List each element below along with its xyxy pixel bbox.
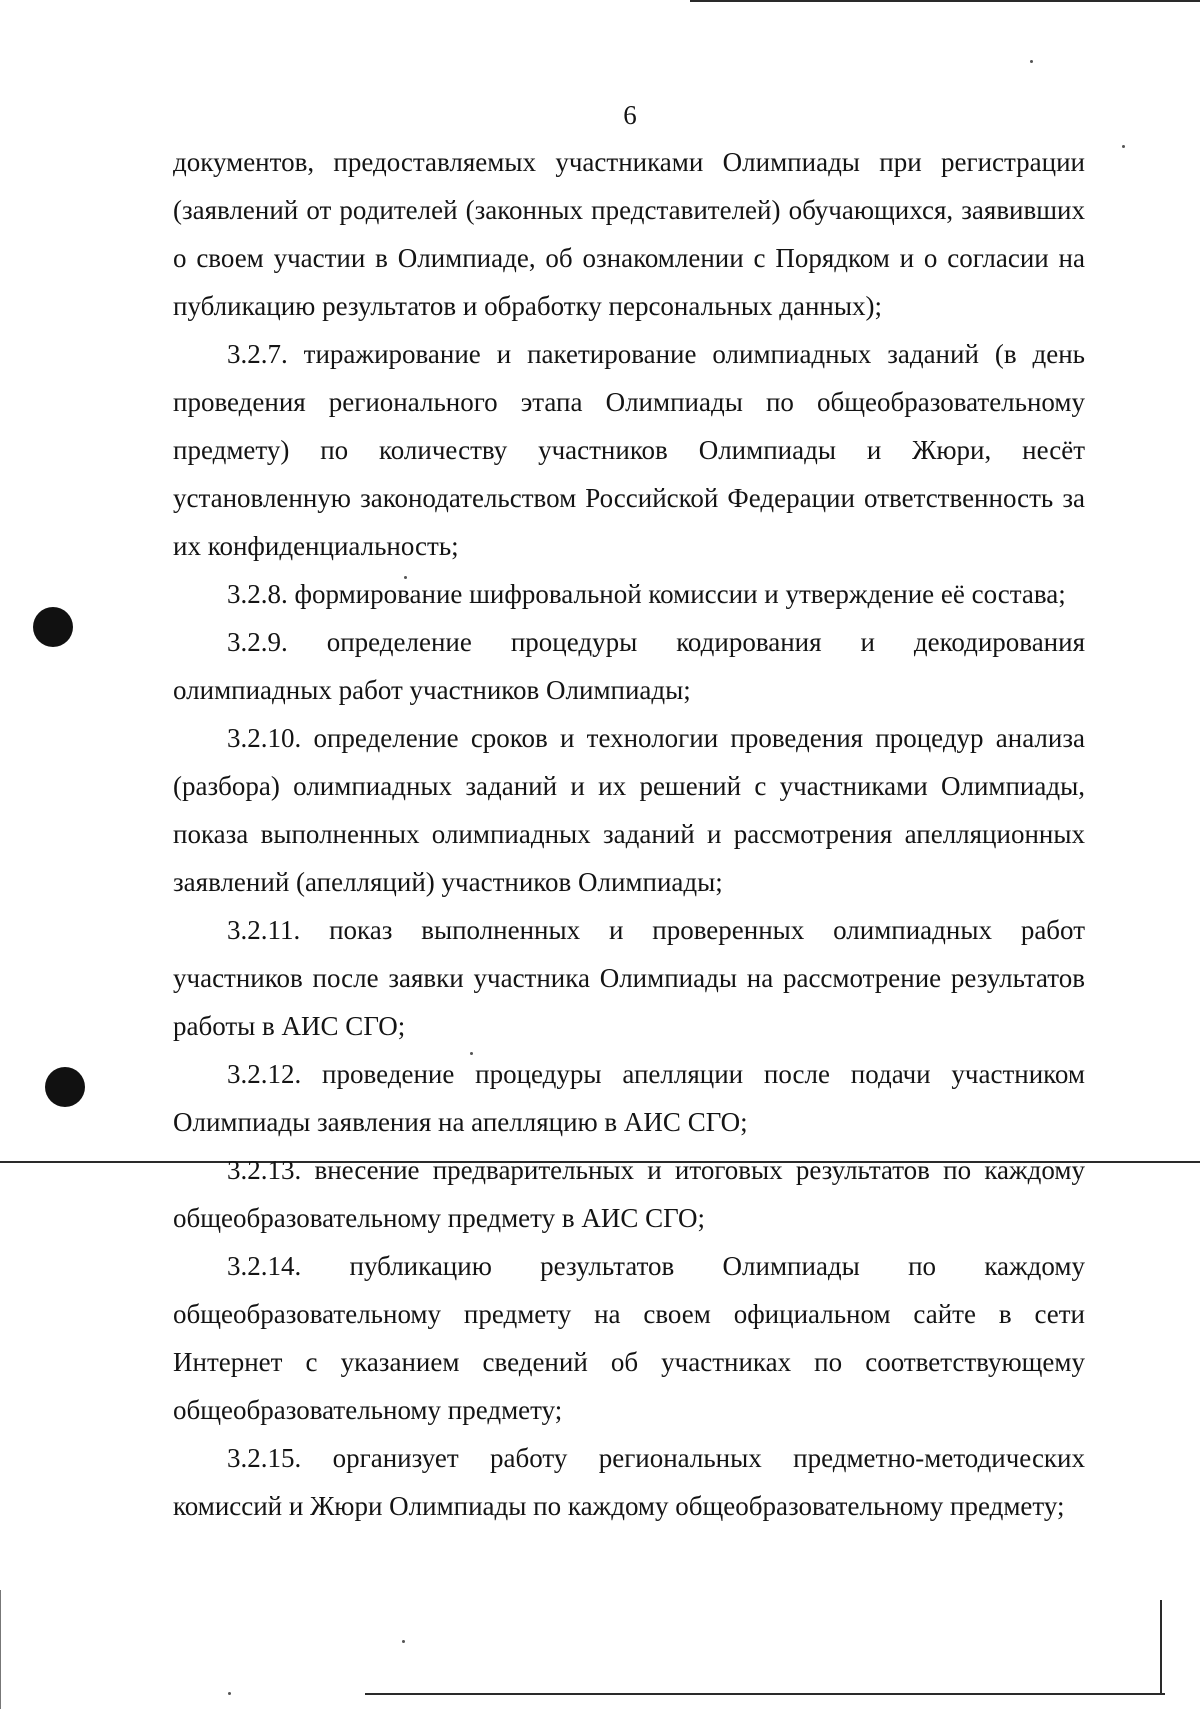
scan-line-right-edge bbox=[1160, 1600, 1162, 1695]
paragraph-3-2-13: 3.2.13. внесение предварительных и итоговых результатов по каждому общеобразовательному предмету в АИС СГО; bbox=[173, 1155, 1085, 1233]
paragraph-3-2-11: 3.2.11. показ выполненных и проверенных олимпиадных работ участников после заявки участника Олимпиады на рассмотрение результатов работы в АИС СГО; bbox=[173, 915, 1085, 1041]
paragraph-3-2-14: 3.2.14. публикацию результатов Олимпиады по каждому общеобразовательному предмету на своем официальном сайте в сети Интернет с указанием сведений об участниках по соответствующему общеобразовательному предмету; bbox=[173, 1251, 1085, 1425]
paragraph-continuation: документов, предоставляемых участниками Олимпиады при регистрации (заявлений от родителей (законных представителей) обучающихся, заявивших о своем участии в Олимпиаде, об ознакомлении с Порядком и о согласии на публикацию результатов и обработку персональных данных); bbox=[173, 147, 1085, 321]
scan-speck bbox=[1030, 60, 1033, 63]
paragraph-3-2-7: 3.2.7. тиражирование и пакетирование олимпиадных заданий (в день проведения регионального этапа Олимпиады по общеобразовательному предмету) по количеству участников Олимпиады и Жюри, несёт установленную законодательством Российской Федерации ответственность за их конфиденциальность; bbox=[173, 339, 1085, 561]
page-number: 6 bbox=[623, 100, 637, 130]
scan-line-bottom bbox=[365, 1693, 1165, 1695]
scan-line-left-edge bbox=[0, 1590, 1, 1709]
paragraph-3-2-8: 3.2.8. формирование шифровальной комиссии и утверждение её состава; bbox=[227, 579, 1066, 609]
paragraph-3-2-15: 3.2.15. организует работу региональных предметно-методических комиссий и Жюри Олимпиады по каждому общеобразовательному предмету; bbox=[173, 1443, 1085, 1521]
punch-hole-upper bbox=[33, 607, 73, 647]
scan-line-top bbox=[690, 0, 1200, 2]
document-body bbox=[173, 138, 1085, 1530]
scan-speck bbox=[1122, 145, 1125, 148]
scan-speck bbox=[228, 1692, 231, 1695]
punch-hole-lower bbox=[45, 1067, 85, 1107]
paragraph-3-2-9: 3.2.9. определение процедуры кодирования и декодирования олимпиадных работ участников Олимпиады; bbox=[173, 627, 1085, 705]
paragraph-3-2-10: 3.2.10. определение сроков и технологии проведения процедур анализа (разбора) олимпиадных заданий и их решений с участниками Олимпиады, показа выполненных олимпиадных заданий и рассмотрения апелляционных заявлений (апелляций) участников Олимпиады; bbox=[173, 723, 1085, 897]
scan-speck bbox=[402, 1640, 405, 1643]
paragraph-3-2-12: 3.2.12. проведение процедуры апелляции после подачи участником Олимпиады заявления на апелляцию в АИС СГО; bbox=[173, 1059, 1085, 1137]
